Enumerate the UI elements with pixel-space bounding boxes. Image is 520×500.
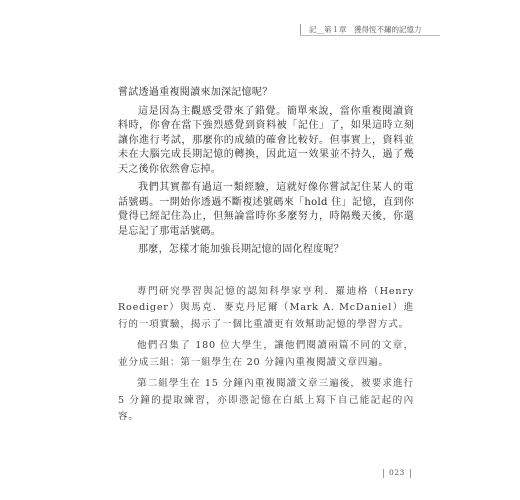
paragraph: 那麼，怎樣才能加強長期記憶的固化程度呢？ xyxy=(138,244,344,255)
main-text-block xyxy=(118,86,414,258)
page-number-footer xyxy=(378,468,416,478)
paragraph-continuation: 嘗試透過重複閱讀來加深記憶呢？ xyxy=(118,87,273,98)
running-head-rule xyxy=(300,35,440,36)
folio-bar-right xyxy=(410,469,411,478)
running-head-text: 記__第１章 獲得恆不鏽的記憶力 xyxy=(309,25,422,34)
paragraph: 第二組學生在 15 分鐘內重複閱讀文章三遍後，被要求進行 5 分鐘的提取練習，亦即憑記憶在白紙上寫下自己能記起的內容。 xyxy=(118,378,414,422)
paragraph: 他們召集了 180 位大學生，讓他們閱讀兩篇不同的文章，並分成三組：第一組學生在 20 分鐘內重複閱讀文章四遍。 xyxy=(118,340,414,368)
page-number: 023 xyxy=(389,468,405,477)
experiment-text-block xyxy=(118,284,414,426)
paragraph: 我們其實都有過這一類經驗，這就好像你嘗試記住某人的電話號碼。一開始你透過不斷複述號碼來「hold 住」記憶，直到你覺得已經記住為止，但無論當時你多麼努力，時隔幾天後，你還是忘記了那電話號碼。 xyxy=(118,182,414,237)
paragraph: 專門研究學習與記憶的認知科學家亨利．羅迪格（Henry Roediger）與馬克．麥克丹尼爾（Mark A. McDaniel）進行的一項實驗，揭示了一個比重讀更有效幫助記憶的學習方式。 xyxy=(118,285,414,330)
body-text xyxy=(118,86,414,426)
paragraph: 這是因為主觀感受帶來了錯覺。簡單來說，當你重複閱讀資料時，你會在當下強烈感覺到資料被「記住」了，如果這時立刻讓你進行考試，那麼你的成績的確會比較好。但事實上，資料並未在大腦完成長期記憶的轉換，因此這一效果並不持久，過了幾天之後你依然會忘掉。 xyxy=(118,105,414,175)
folio-bar-left xyxy=(383,469,384,478)
